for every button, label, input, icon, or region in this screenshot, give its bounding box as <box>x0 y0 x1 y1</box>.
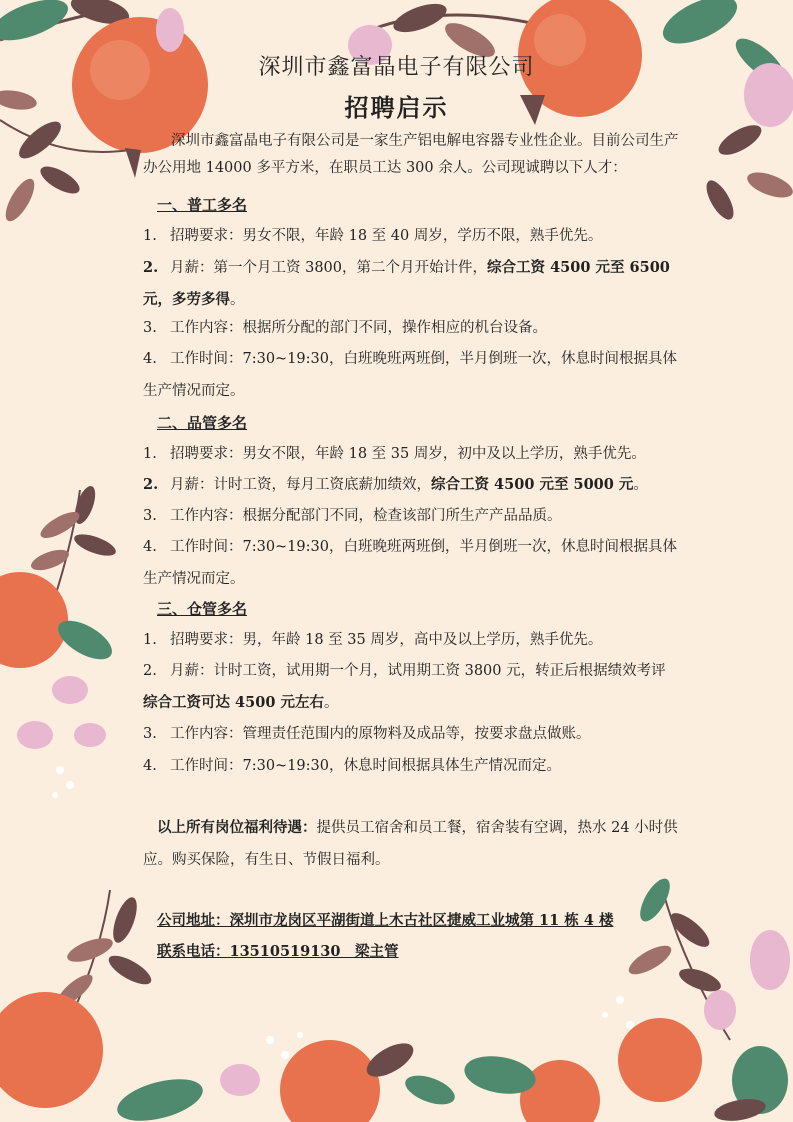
item-number: 4. <box>143 539 157 555</box>
item-number: 1. <box>143 228 157 244</box>
intro-paragraph: 深圳市鑫富晶电子有限公司是一家生产铝电解电容器专业性企业。目前公司生产办公用地 14000 多平方米，在职员工达 300 余人。公司现诚聘以下人才： <box>143 133 679 176</box>
item-text: 工作内容：根据分配部门不同，检查该部门所生产产品品质。 <box>170 508 562 524</box>
salary-highlight: 综合工资可达 4500 元左右 <box>143 694 324 711</box>
list-item <box>143 252 680 316</box>
list-item <box>143 475 683 495</box>
company-address: 公司地址：深圳市龙岗区平湖街道上木古社区捷威工业城第 11 栋 4 楼 <box>157 912 614 929</box>
section-heading-2: 二、品管多名 <box>157 414 248 432</box>
item-text: 月薪：计时工资，试用期一个月，试用期工资 3800 元，转正后根据绩效考评 <box>170 663 666 679</box>
benefits-text: 提供员工宿舍和员工餐，宿舍装有空调，热水 24 小时供应。购买保险，有生日、节假日福利。 <box>143 820 678 868</box>
list-item <box>143 655 680 719</box>
item-number: 2. <box>143 259 159 276</box>
section-heading-1: 一、普工多名 <box>157 196 248 214</box>
item-number: 4. <box>143 758 157 774</box>
item-text: 招聘要求：男女不限，年龄 18 至 35 周岁，初中及以上学历，熟手优先。 <box>170 446 646 462</box>
list-item <box>143 724 683 744</box>
list-item <box>143 756 683 776</box>
item-text: 工作时间：7:30~19:30，白班晚班两班倒，半月倒班一次，休息时间根据具体生产情况而定。 <box>143 351 677 399</box>
list-item <box>143 343 680 407</box>
item-number: 4. <box>143 351 157 367</box>
item-suffix: 。 <box>323 695 339 711</box>
item-text: 招聘要求：男女不限，年龄 18 至 40 周岁，学历不限，熟手优先。 <box>170 228 603 244</box>
item-text: 月薪：第一个月工资 3800，第二个月开始计件， <box>170 260 488 276</box>
item-number: 1. <box>143 632 157 648</box>
item-number: 2. <box>143 663 157 679</box>
salary-highlight: 综合工资 4500 元至 6500 元，多劳多得 <box>143 259 670 308</box>
salary-highlight: 综合工资 4500 元至 5000 元 <box>431 476 634 493</box>
item-number: 3. <box>143 726 157 742</box>
item-text: 工作时间：7:30~19:30，休息时间根据具体生产情况而定。 <box>170 758 561 774</box>
page-title: 招聘启示 <box>344 93 449 122</box>
item-number: 3. <box>143 320 157 336</box>
item-text: 工作时间：7:30~19:30，白班晚班两班倒，半月倒班一次，休息时间根据具体生产情况而定。 <box>143 539 677 587</box>
item-number: 3. <box>143 508 157 524</box>
list-item <box>143 444 683 464</box>
list-item <box>143 318 683 338</box>
item-suffix: 。 <box>633 477 648 493</box>
item-number: 1. <box>143 446 157 462</box>
item-text: 工作内容：管理责任范围内的原物料及成品等，按要求盘点做账。 <box>170 726 591 742</box>
item-text: 招聘要求：男，年龄 18 至 35 周岁，高中及以上学历，熟手优先。 <box>170 632 603 648</box>
item-text: 工作内容：根据所分配的部门不同，操作相应的机台设备。 <box>170 320 547 336</box>
item-text: 月薪：计时工资，每月工资底薪加绩效， <box>170 477 431 493</box>
item-suffix: 。 <box>230 292 245 308</box>
list-item <box>143 226 683 246</box>
benefits-paragraph <box>143 812 680 876</box>
company-name: 深圳市鑫富晶电子有限公司 <box>258 55 535 80</box>
contact-phone: 联系电话：13510519130 梁主管 <box>157 943 399 960</box>
item-number: 2. <box>143 476 159 493</box>
list-item <box>143 506 683 526</box>
list-item <box>143 630 683 650</box>
benefits-label: 以上所有岗位福利待遇： <box>157 819 317 836</box>
section-heading-3: 三、仓管多名 <box>157 600 248 618</box>
list-item <box>143 531 680 595</box>
